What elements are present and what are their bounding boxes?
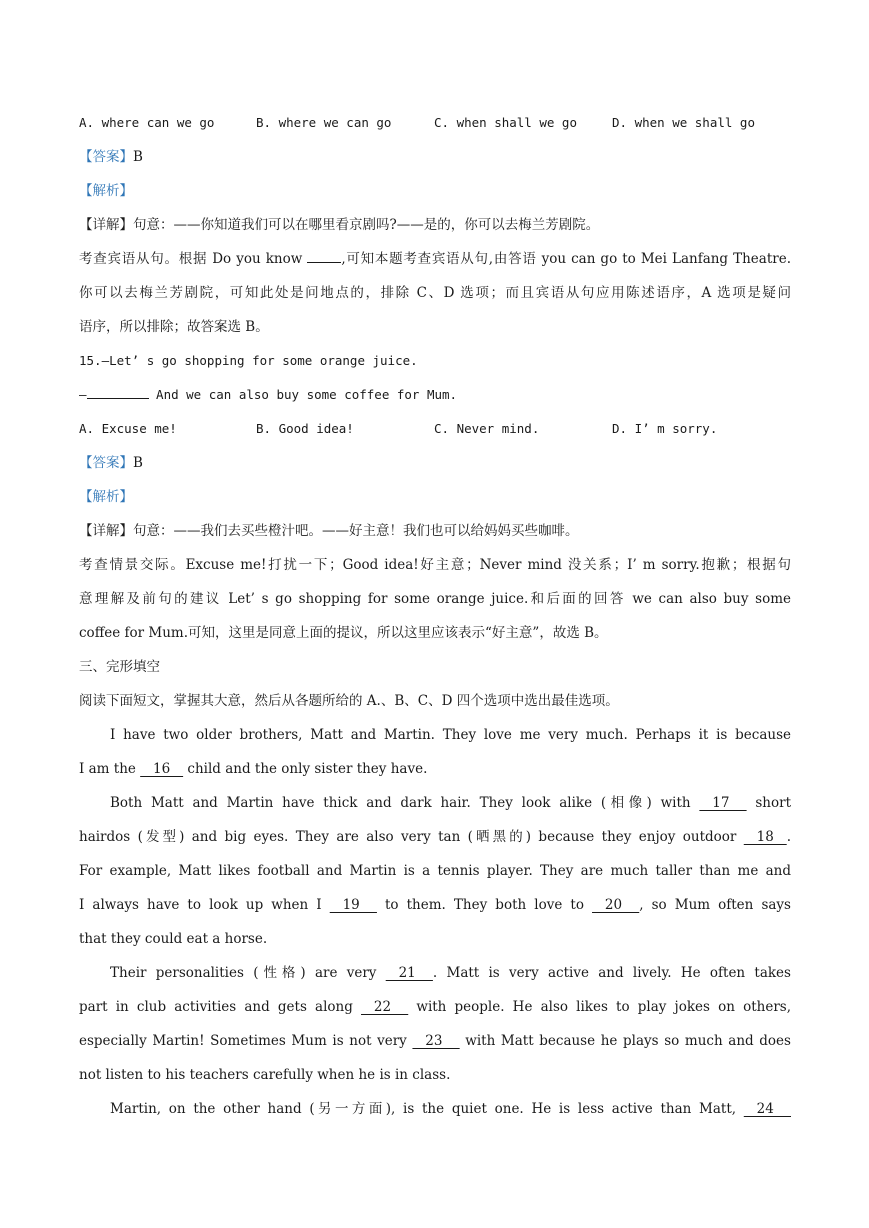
- passage-text: Both Matt and Martin have thick and dark hair. They look alike (相像) with: [110, 795, 700, 811]
- passage-line: [79, 996, 791, 1030]
- passage-line: that they could eat a horse.: [79, 931, 268, 947]
- q14-option-c: C. when shall we go: [434, 115, 577, 130]
- q15-explain-line-3: coffee for Mum.可知，这里是同意上面的提议，所以这里应该表示“好主意”，故选 B。: [79, 625, 608, 641]
- blank-22: 22: [361, 999, 409, 1015]
- section-title: 三、完形填空: [79, 659, 160, 675]
- reply-dash: —: [79, 387, 87, 402]
- blank-16: 16: [140, 761, 184, 777]
- explain-text: 考查宾语从句。根据 Do you know: [79, 251, 308, 267]
- detail-text: 句意：——我们去买些橙汁吧。——好主意！我们也可以给妈妈买些咖啡。: [133, 523, 579, 539]
- passage-line: [79, 894, 791, 928]
- passage-line: For example, Matt likes football and Martin is a tennis player. They are much taller than me and: [79, 863, 791, 879]
- passage-text: child and the only sister they have.: [183, 761, 428, 777]
- passage-line: [79, 1098, 791, 1132]
- q15-option-b: B. Good idea!: [256, 421, 354, 436]
- blank-21: 21: [385, 965, 433, 981]
- q15-detail: [79, 520, 791, 554]
- passage-line: [79, 826, 791, 860]
- detail-tag: 【详解】: [79, 217, 133, 233]
- q14-options: [79, 112, 791, 146]
- passage-line: [79, 792, 791, 826]
- q15-reply: [79, 384, 791, 418]
- q14-explain-line-2: 你可以去梅兰芳剧院，可知此处是问地点的，排除 C、D 选项；而且宾语从句应用陈述语序，A 选项是疑问: [79, 285, 791, 301]
- q14-analysis-tag: 【解析】: [79, 183, 133, 199]
- detail-tag: 【详解】: [79, 523, 133, 539]
- passage-text: part in club activities and gets along: [79, 999, 362, 1015]
- section-instruction: 阅读下面短文，掌握其大意，然后从各题所给的 A.、B、C、D 四个选项中选出最佳选项。: [79, 693, 619, 709]
- blank-20: 20: [592, 897, 640, 913]
- document-page: [79, 112, 791, 1132]
- passage-text: .: [786, 829, 791, 845]
- passage-text: Their personalities (性格) are very: [110, 965, 386, 981]
- q15-explain-line-1: 考查情景交际。Excuse me!打扰一下；Good idea!好主意；Never mind 没关系；I’ m sorry.抱歉；根据句: [79, 557, 791, 573]
- passage-line: [79, 1030, 791, 1064]
- passage-text: with people. He also likes to play jokes on others,: [408, 999, 791, 1015]
- passage-text: . Matt is very active and lively. He often takes: [432, 965, 791, 981]
- q15-analysis-tag: 【解析】: [79, 489, 133, 505]
- reply-blank: [87, 386, 149, 399]
- answer-tag: 【答案】: [79, 455, 133, 471]
- blank-24: 24: [743, 1101, 791, 1117]
- passage-line: [79, 758, 791, 792]
- blank-19: 19: [329, 897, 377, 913]
- q15-explain-line-2: 意理解及前句的建议 Let’ s go shopping for some orange juice.和后面的回答 we can also buy some: [79, 591, 791, 607]
- explain-text: ,可知本题考查宾语从句,由答语 you can go to Mei Lanfang Theatre.: [341, 251, 792, 267]
- answer-tag: 【答案】: [79, 149, 133, 165]
- detail-text: 句意：——你知道我们可以在哪里看京剧吗?——是的，你可以去梅兰芳剧院。: [133, 217, 600, 233]
- q14-option-a: A. where can we go: [79, 115, 215, 130]
- q15-stem: 15.—Let’ s go shopping for some orange juice.: [79, 353, 418, 368]
- passage-text: Martin, on the other hand (另一方面), is the quiet one. He is less active than Matt,: [110, 1101, 744, 1117]
- q14-detail: [79, 214, 791, 248]
- passage-line: not listen to his teachers carefully when he is in class.: [79, 1067, 451, 1083]
- q14-explain-line-3: 语序，所以排除；故答案选 B。: [79, 319, 269, 335]
- q15-option-d: D. I’ m sorry.: [612, 421, 718, 436]
- q15-option-a: A. Excuse me!: [79, 421, 177, 436]
- passage-line: I have two older brothers, Matt and Martin. They love me very much. Perhaps it is because: [110, 727, 791, 743]
- blank-17: 17: [699, 795, 747, 811]
- reply-text: And we can also buy some coffee for Mum.: [148, 387, 458, 402]
- passage-text: to them. They both love to: [376, 897, 593, 913]
- blank-18: 18: [743, 829, 787, 845]
- blank-23: 23: [412, 1033, 460, 1049]
- passage-text: I always have to look up when I: [79, 897, 330, 913]
- passage-text: I am the: [79, 761, 141, 777]
- passage-text: short: [746, 795, 791, 811]
- q15-options: [79, 418, 791, 452]
- q14-option-b: B. where we can go: [256, 115, 392, 130]
- q15-option-c: C. Never mind.: [434, 421, 540, 436]
- passage-text: hairdos (发型) and big eyes. They are also very tan (晒黑的) because they enjoy outdoor: [79, 829, 744, 845]
- q14-option-d: D. when we shall go: [612, 115, 755, 130]
- q14-answer: [79, 146, 791, 180]
- answer-blank: [307, 248, 341, 263]
- passage-text: especially Martin! Sometimes Mum is not very: [79, 1033, 413, 1049]
- q14-explain-line-1: [79, 248, 791, 282]
- answer-value: B: [133, 455, 143, 471]
- q15-answer: [79, 452, 791, 486]
- passage-line: [79, 962, 791, 996]
- answer-value: B: [133, 149, 143, 165]
- passage-text: with Matt because he plays so much and does: [459, 1033, 791, 1049]
- passage-text: , so Mum often says: [639, 897, 791, 913]
